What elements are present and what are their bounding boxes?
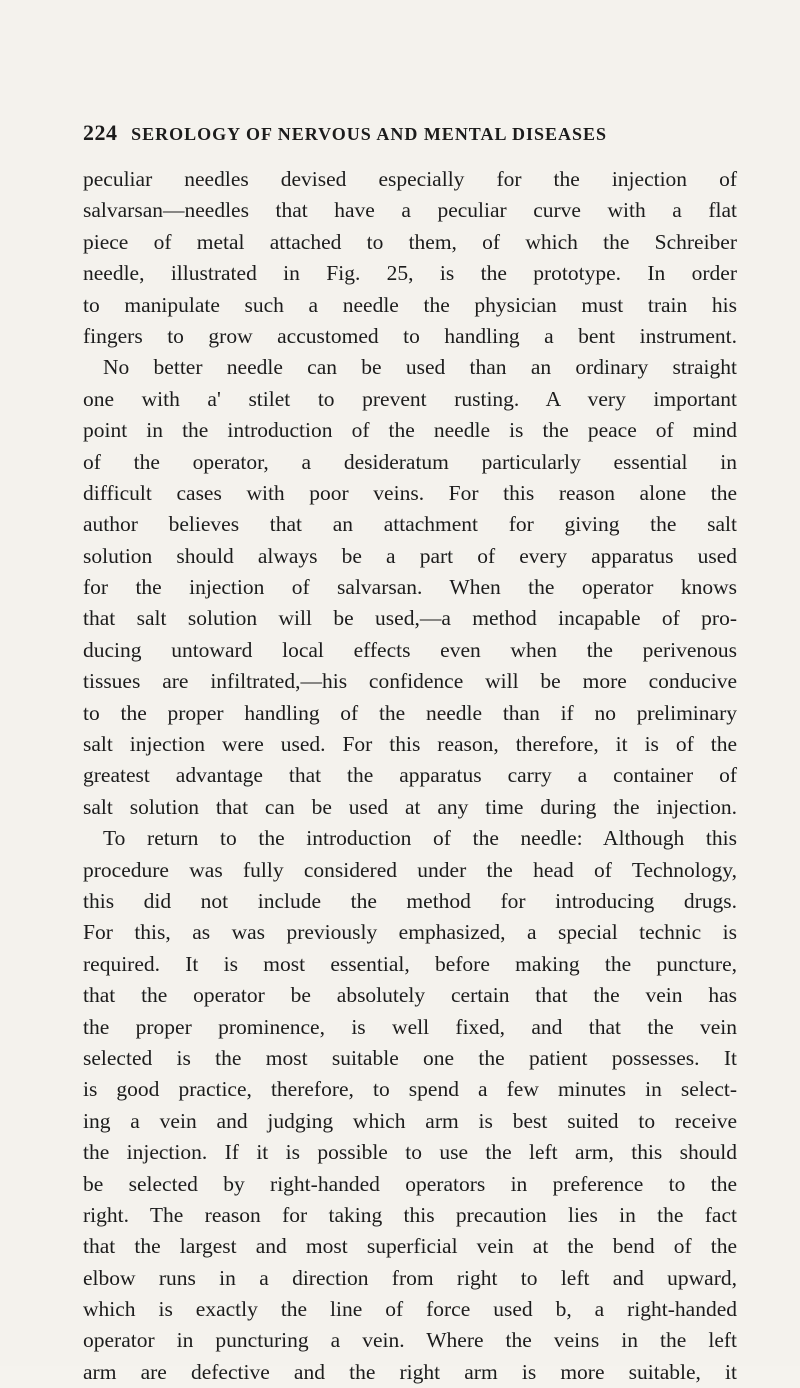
- text-line: of the operator, a desideratum particularly essential in: [83, 449, 737, 474]
- text-line: greatest advantage that the apparatus carry a container of: [83, 763, 737, 788]
- text-line: right. The reason for taking this precaution lies in the fact: [83, 1202, 737, 1227]
- text-line: be selected by right-handed operators in preference to the: [83, 1171, 737, 1196]
- text-line: author believes that an attachment for giving the salt: [83, 512, 737, 537]
- running-head: SEROLOGY OF NERVOUS AND MENTAL DISEASES: [131, 124, 608, 144]
- text-line: for the injection of salvarsan. When the operator knows: [83, 575, 737, 600]
- text-line: operator in puncturing a vein. Where the veins in the left: [83, 1328, 737, 1353]
- text-line: this did not include the method for introducing drugs.: [83, 888, 737, 913]
- text-line: to the proper handling of the needle than if no preliminary: [83, 700, 737, 725]
- page-number: 224: [83, 120, 118, 145]
- text-line: For this, as was previously emphasized, a special technic is: [83, 920, 737, 945]
- text-line: which is exactly the line of force used b, a right-handed: [83, 1297, 737, 1322]
- text-line: solution should always be a part of every apparatus used: [83, 543, 737, 568]
- text-line: salt injection were used. For this reason, therefore, it is of the: [83, 732, 737, 757]
- page-header: [83, 119, 743, 147]
- text-line: that salt solution will be used,—a method incapable of pro-: [83, 606, 737, 631]
- text-line: piece of metal attached to them, of which the Schreiber: [83, 229, 737, 254]
- text-line: selected is the most suitable one the patient possesses. It: [83, 1045, 737, 1070]
- text-line: is good practice, therefore, to spend a few minutes in select-: [83, 1077, 737, 1102]
- text-line: elbow runs in a direction from right to left and upward,: [83, 1265, 737, 1290]
- text-line: salt solution that can be used at any time during the injection.: [83, 794, 737, 819]
- text-line: the injection. If it is possible to use the left arm, this should: [83, 1140, 737, 1165]
- text-line: that the largest and most superficial vein at the bend of the: [83, 1234, 737, 1259]
- body-text: [83, 164, 737, 1388]
- text-line: the proper prominence, is well fixed, and that the vein: [83, 1014, 737, 1039]
- text-line: peculiar needles devised especially for the injection of: [83, 167, 737, 191]
- text-line: ing a vein and judging which arm is best suited to receive: [83, 1108, 737, 1133]
- text-line: fingers to grow accustomed to handling a bent instrument.: [83, 323, 737, 348]
- text-line: that the operator be absolutely certain that the vein has: [83, 983, 737, 1008]
- text-line: arm are defective and the right arm is more suitable, it: [83, 1359, 737, 1384]
- text-line: tissues are infiltrated,—his confidence will be more conducive: [83, 669, 737, 694]
- text-line: difficult cases with poor veins. For this reason alone the: [83, 480, 737, 505]
- text-line: procedure was fully considered under the head of Technology,: [83, 857, 737, 882]
- text-line: ducing untoward local effects even when the perivenous: [83, 637, 737, 662]
- text-line: To return to the introduction of the needle: Although this: [103, 826, 737, 851]
- text-line: to manipulate such a needle the physician must train his: [83, 292, 737, 317]
- text-line: one with a' stilet to prevent rusting. A very important: [83, 386, 737, 411]
- text-line: point in the introduction of the needle is the peace of mind: [83, 418, 737, 443]
- text-line: required. It is most essential, before making the puncture,: [83, 951, 737, 976]
- text-line: needle, illustrated in Fig. 25, is the prototype. In order: [83, 261, 737, 286]
- text-line: salvarsan—needles that have a peculiar curve with a flat: [83, 198, 737, 223]
- text-line: No better needle can be used than an ordinary straight: [103, 355, 737, 380]
